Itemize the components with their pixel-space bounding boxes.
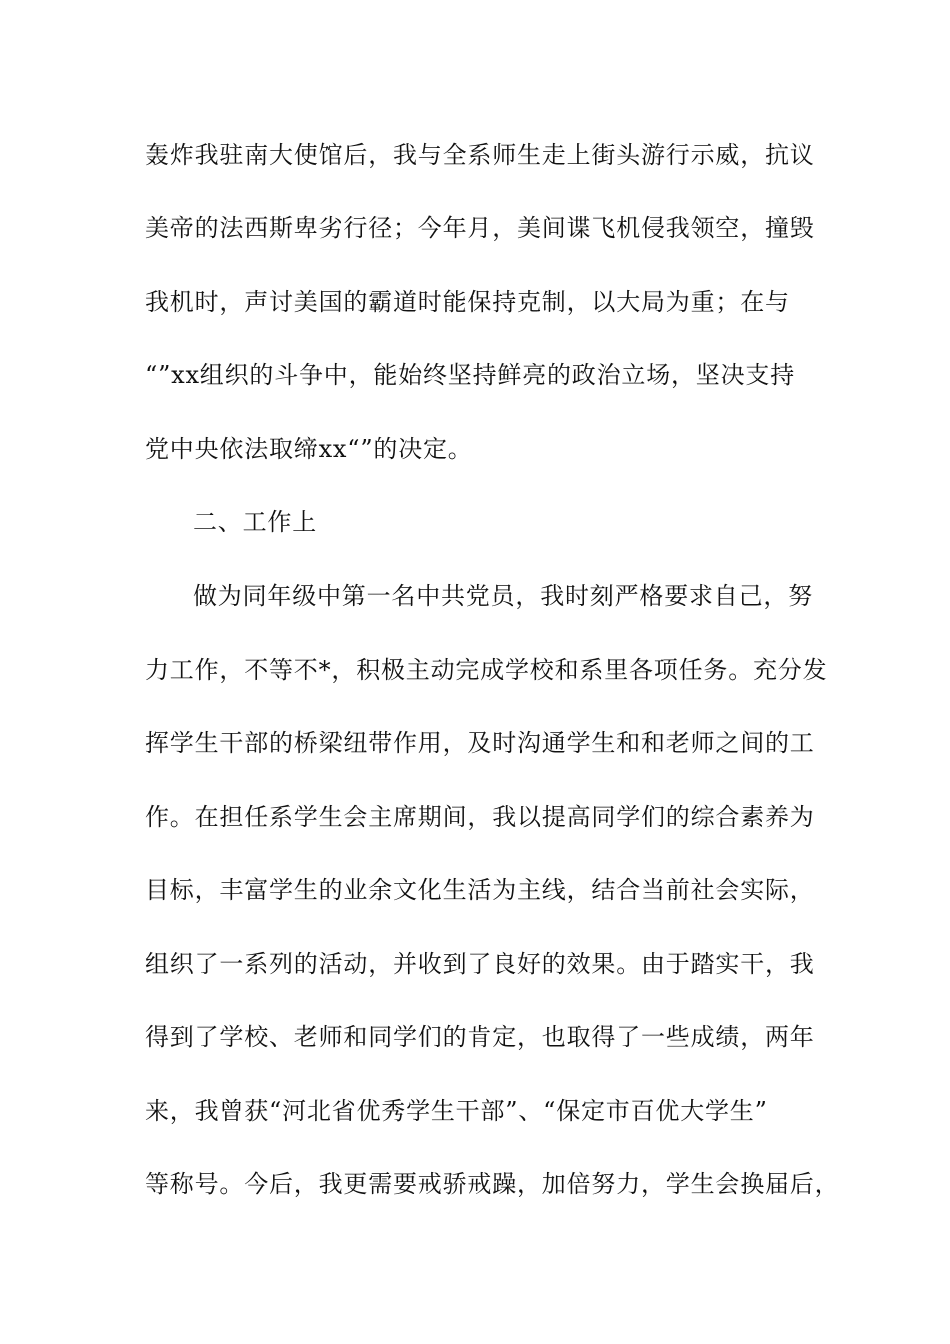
- paragraph-line: 挥学生干部的桥梁纽带作用，及时沟通学生和和老师之间的工: [145, 729, 815, 757]
- section-heading: 二、工作上: [193, 508, 317, 536]
- paragraph-line: 力工作，不等不*，积极主动完成学校和系里各项任务。充分发: [145, 656, 828, 684]
- paragraph-line: 得到了学校、老师和同学们的肯定，也取得了一些成绩，两年: [145, 1023, 815, 1051]
- paragraph-line: 党中央依法取缔xx“”的决定。: [145, 435, 473, 463]
- paragraph-line: 目标，丰富学生的业余文化生活为主线，结合当前社会实际，: [145, 876, 815, 904]
- paragraph-line: 等称号。今后，我更需要戒骄戒躁，加倍努力，学生会换届后，: [145, 1170, 840, 1198]
- paragraph-line: 轰炸我驻南大使馆后，我与全系师生走上街头游行示威，抗议: [145, 141, 815, 169]
- paragraph-line: 组织了一系列的活动，并收到了良好的效果。由于踏实干，我: [145, 950, 815, 978]
- paragraph-line: “”xx组织的斗争中，能始终坚持鲜亮的政治立场，坚决支持: [145, 361, 796, 389]
- paragraph-line: 做为同年级中第一名中共党员，我时刻严格要求自己，努: [193, 582, 813, 610]
- paragraph-line: 美帝的法西斯卑劣行径；今年月，美间谍飞机侵我领空，撞毁: [145, 214, 815, 242]
- paragraph-line: 我机时，声讨美国的霸道时能保持克制，以大局为重；在与: [145, 288, 790, 316]
- paragraph-line: 来，我曾获“河北省优秀学生干部”、“保定市百优大学生”: [145, 1097, 768, 1125]
- paragraph-line: 作。在担任系学生会主席期间，我以提高同学们的综合素养为: [145, 803, 815, 831]
